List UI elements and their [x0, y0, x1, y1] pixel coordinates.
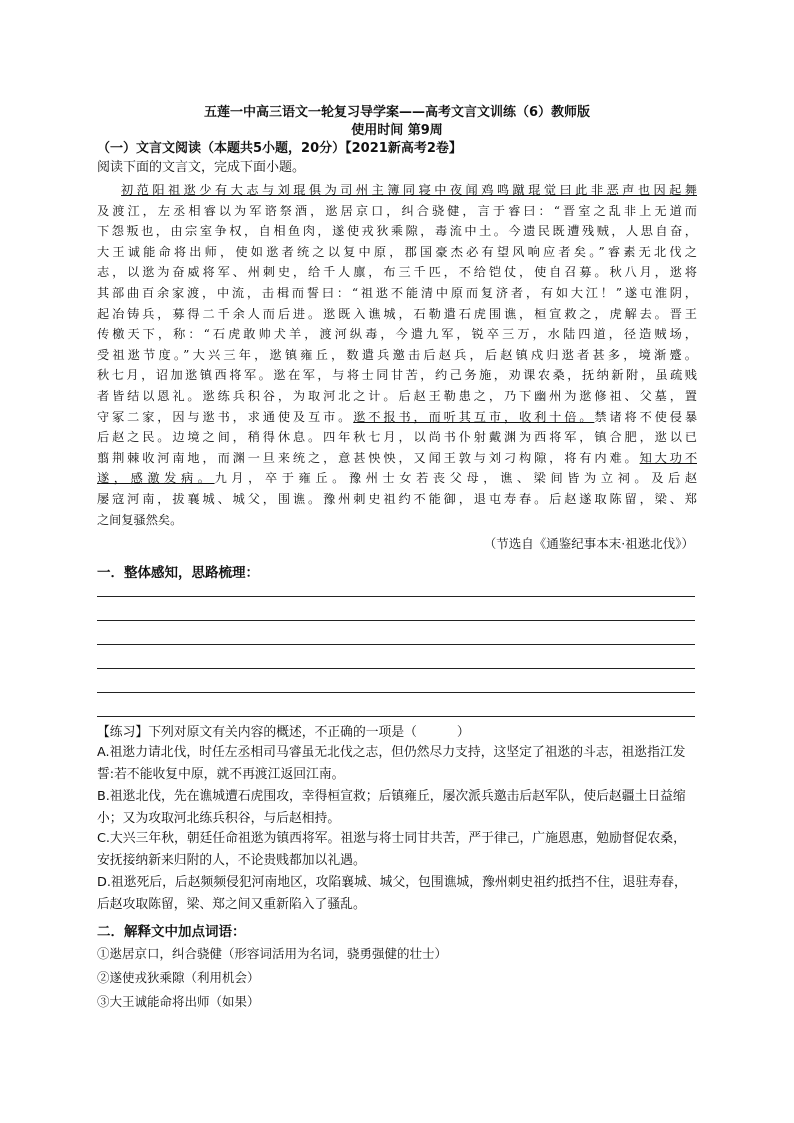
- passage-line: 及渡江，左丞相睿以为军谘祭酒，逖居京口，纠合骁健，言于睿曰：“晋室之乱非上无道而: [97, 203, 697, 218]
- passage-line: 志，以逖为奋威将军、州刺史，给千人廪，布三千匹，不给铠仗，使自召募。秋八月，逖将: [97, 265, 697, 280]
- answer-line[interactable]: [97, 668, 695, 669]
- passage-line: 起冶铸兵，募得二千余人而后进。逖既入谯城，石勒遣石虎围谯，桓宣救之，虎解去。晋王: [97, 306, 697, 321]
- exercise-stem-close: ）: [456, 725, 470, 740]
- passage-text: 翦荆棘收河南地，而渊一旦来统之，意甚怏怏，又闻王敦与刘刁构隙，将有内难。: [97, 450, 640, 465]
- document-title: 五莲一中高三语文一轮复习导学案——高考文言文训练（6）教师版: [203, 105, 591, 120]
- passage-line: 其部曲百余家渡，中流，击楫而誓曰：“祖逖不能清中原而复济者，有如大江！”遂屯淮阴，: [97, 285, 697, 300]
- passage-text: 及后赵: [651, 471, 697, 486]
- passage-line: 者皆结以恩礼。逖练兵积谷，为取河北之计。后赵王勒患之，乃下幽州为逖修祖、父墓，置: [97, 388, 697, 403]
- passage-line: [97, 468, 697, 489]
- underlined-sentence: 逖不报书，而听其互市，收利十倍。: [353, 409, 595, 424]
- section-one-heading: （一）文言文阅读（本题共5小题，20分）【2021新高考2卷】: [97, 141, 462, 156]
- passage-line: 受祖逖节度。”大兴三年，逖镇雍丘，数遣兵邀击后赵兵，后赵镇戍归逖者甚多，境渐蹙。: [97, 347, 697, 362]
- answer-line[interactable]: [97, 716, 695, 717]
- passage-line: 下怨叛也，由宗室争权，自相鱼肉，遂使戎狄乘隙，毒流中土。今遗民既遭残贼，人思自奋，: [97, 224, 697, 239]
- answer-line[interactable]: [97, 692, 695, 693]
- reading-instruction: 阅读下面的文言文，完成下面小题。: [97, 160, 306, 175]
- exercise-stem: [97, 724, 470, 742]
- classical-passage: [97, 180, 697, 530]
- answer-line[interactable]: [97, 644, 695, 645]
- answer-line[interactable]: [97, 620, 695, 621]
- option-d[interactable]: D.祖逖死后，后赵频频侵犯河南地区，攻陷襄城、城父，包围谯城，豫州刺史祖约抵挡不住，退驻寿春，后赵攻取陈留，梁、郑之间又重新陷入了骚乱。: [97, 875, 687, 912]
- passage-text: 禁诸将不使侵暴: [594, 409, 697, 424]
- word-item: ③大王诚能命将出师（如果）: [97, 994, 260, 1009]
- passage-text: 九月，卒于雍丘。豫州士女若丧父母，谯、梁间皆为立祠。: [214, 471, 652, 486]
- word-item: ②遂使戎狄乘隙（利用机会）: [97, 970, 260, 985]
- passage-line: 传檄天下，称：“石虎敢帅犬羊，渡河纵毒，今遣九军，锐卒三万，水陆四道，径造贼场，: [97, 327, 697, 342]
- section-two-heading: 二．解释文中加点词语：: [97, 924, 246, 940]
- option-a[interactable]: A.祖逖力请北伐，时任左丞相司马睿虽无北伐之志，但仍然尽力支持，这坚定了祖逖的斗志，祖逖指江发誓:若不能收复中原，就不再渡江返回江南。: [97, 745, 686, 782]
- passage-line: [97, 407, 697, 428]
- underlined-sentence: 知大功不: [639, 450, 697, 465]
- passage-line: 秋七月，诏加逖镇西将军。逖在军，与将士同甘苦，约己务施，劝课农桑，抚纳新附，虽疏贱: [97, 368, 697, 383]
- passage-line: 大王诚能命将出师，使如逖者统之以复中原，郡国豪杰必有望风响应者矣。”睿素无北伐之: [97, 244, 697, 259]
- passage-text: 守冢二家，因与逖书，求通使及互市。: [97, 409, 354, 424]
- answer-line[interactable]: [97, 596, 695, 597]
- exercise-stem-text: 【练习】下列对原文有关内容的概述，不正确的一项是（: [97, 725, 417, 740]
- passage-line: [97, 448, 697, 469]
- document-subtitle: 使用时间 第9周: [351, 123, 443, 138]
- passage-line: 屡寇河南，拔襄城、城父，围谯。豫州刺史祖约不能御，退屯寿春。后赵遂取陈留，梁、郑: [97, 491, 697, 506]
- option-c[interactable]: C.大兴三年秋，朝廷任命祖逖为镇西将军。祖逖与将士同甘共苦，严于律己，广施恩惠，勉励督促农桑，安抚接纳新来归附的人，不论贵贱都加以礼遇。: [97, 831, 686, 868]
- passage-line: 之间复骚然矣。: [97, 512, 183, 527]
- passage-line: 后赵之民。边境之间，稍得休息。四年秋七月，以尚书仆射戴渊为西将军，镇合肥，逖以已: [97, 430, 697, 445]
- passage-line: 初范阳祖逖少有大志与刘琨俱为司州主簿同寝中夜闻鸡鸣蹴琨觉曰此非恶声也因起舞: [121, 183, 697, 197]
- underlined-sentence: 遂，感激发病。: [97, 471, 215, 486]
- word-item: ①逖居京口，纠合骁健（形容词活用为名词，骁勇强健的壮士）: [97, 946, 448, 961]
- overview-heading: 一．整体感知，思路梳理：: [97, 565, 259, 581]
- passage-source: （节选自《通鉴纪事本末·祖逖北伐》）: [483, 536, 694, 551]
- option-b[interactable]: B.祖逖北伐，先在谯城遭石虎围攻，幸得桓宣救；后镇雍丘，屡次派兵邀击后赵军队，使后赵疆土日益缩小；又为攻取河北练兵积谷，与后赵相持。: [97, 789, 686, 826]
